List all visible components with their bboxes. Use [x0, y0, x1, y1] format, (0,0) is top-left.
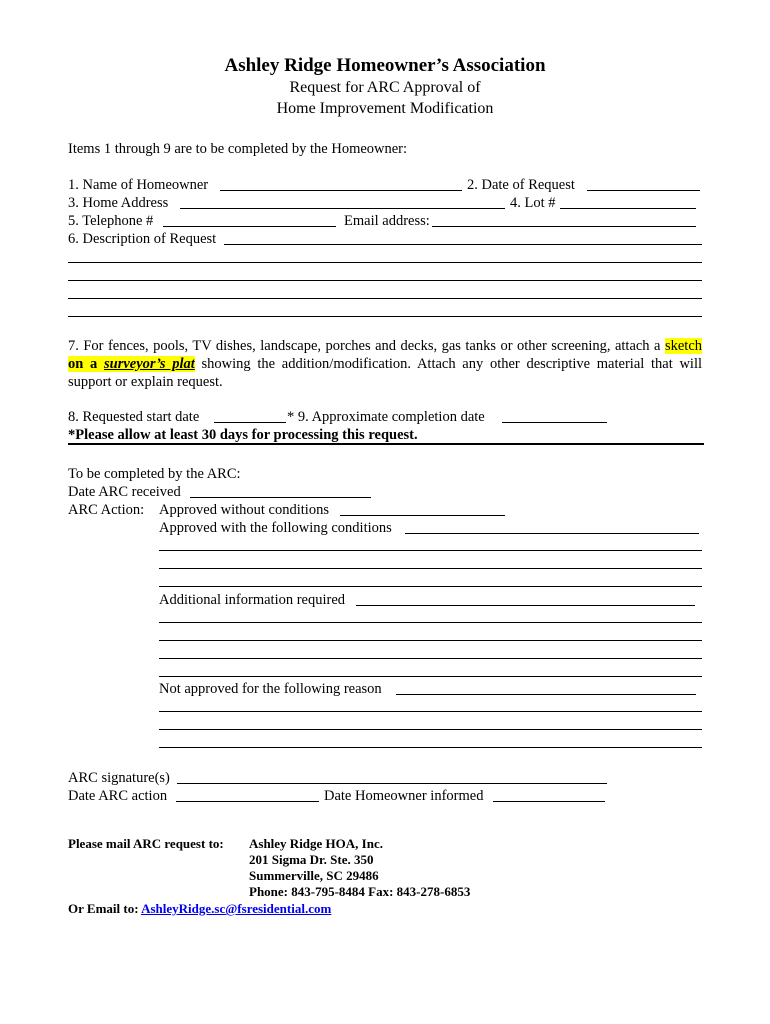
reason-line[interactable] [159, 711, 702, 712]
address-label: 3. Home Address [68, 195, 169, 211]
additional-info-label: Additional information required [159, 592, 346, 608]
signatures-label: ARC signature(s) [68, 770, 170, 786]
email-field[interactable] [432, 226, 696, 227]
approved-with-label: Approved with the following conditions [159, 520, 392, 536]
reason-line[interactable] [159, 747, 702, 748]
description-line[interactable] [68, 316, 702, 317]
address-field[interactable] [180, 208, 505, 209]
reason-line[interactable] [159, 729, 702, 730]
email-to [68, 901, 331, 917]
approved-with-field[interactable] [405, 533, 699, 534]
not-approved-field[interactable] [396, 694, 696, 695]
description-line[interactable] [68, 298, 702, 299]
additional-info-field[interactable] [356, 605, 695, 606]
conditions-line[interactable] [159, 586, 702, 587]
telephone-field[interactable] [163, 226, 336, 227]
arc-action-label: ARC Action: [68, 502, 145, 518]
sketch-word: sketch [664, 338, 703, 354]
surveyors-plat-text: surveyor’s plat [104, 356, 195, 372]
completion-date-field[interactable] [502, 422, 607, 423]
date-action-label: Date ARC action [68, 788, 168, 804]
form-title: Ashley Ridge Homeowner’s Association [224, 55, 546, 76]
additional-info-line[interactable] [159, 622, 702, 623]
mail-label: Please mail ARC request to: [68, 836, 224, 851]
telephone-label: 5. Telephone # [68, 213, 154, 229]
name-label: 1. Name of Homeowner [68, 177, 209, 193]
start-date-label: 8. Requested start date [68, 409, 200, 425]
conditions-line[interactable] [159, 568, 702, 569]
date-request-field[interactable] [587, 190, 700, 191]
additional-info-line[interactable] [159, 658, 702, 659]
arc-heading: To be completed by the ARC: [68, 466, 241, 482]
item7-rest: showing the addition/modification. Attach any other descriptive material that will support or explain request. [68, 356, 703, 390]
date-received-field[interactable] [190, 497, 371, 498]
form-subtitle-2: Home Improvement Modification [276, 100, 494, 117]
description-label: 6. Description of Request [68, 231, 217, 247]
mail-phone: Phone: 843-795-8484 Fax: 843-278-6853 [249, 884, 471, 899]
description-field[interactable] [224, 244, 702, 245]
start-date-field[interactable] [214, 422, 286, 423]
form-subtitle-1: Request for ARC Approval of [289, 79, 481, 96]
additional-info-line[interactable] [159, 640, 702, 641]
intro-text: Items 1 through 9 are to be completed by the Homeowner: [68, 141, 408, 157]
mail-street: 201 Sigma Dr. Ste. 350 [249, 852, 374, 867]
description-line[interactable] [68, 280, 702, 281]
date-received-label: Date ARC received [68, 484, 181, 500]
conditions-line[interactable] [159, 550, 702, 551]
description-line[interactable] [68, 262, 702, 263]
email-link[interactable]: AshleyRidge.sc@fsresidential.com [141, 901, 332, 916]
mail-org: Ashley Ridge HOA, Inc. [249, 836, 383, 851]
signatures-field[interactable] [177, 783, 607, 784]
approved-without-field[interactable] [340, 515, 505, 516]
email-to-label: Or Email to: [68, 901, 139, 916]
mail-city: Summerville, SC 29486 [249, 868, 379, 883]
email-label: Email address: [344, 213, 430, 229]
date-informed-label: Date Homeowner informed [324, 788, 484, 804]
section-divider [68, 443, 704, 445]
on-a-text: on a [68, 356, 98, 372]
completion-date-label: * 9. Approximate completion date [287, 409, 485, 425]
date-action-field[interactable] [176, 801, 319, 802]
date-request-label: 2. Date of Request [467, 177, 575, 193]
approved-without-label: Approved without conditions [159, 502, 329, 518]
not-approved-label: Not approved for the following reason [159, 681, 382, 697]
name-field[interactable] [220, 190, 462, 191]
item7-paragraph [68, 337, 702, 391]
lot-field[interactable] [560, 208, 696, 209]
item7-text: 7. For fences, pools, TV dishes, landscape, porches and decks, gas tanks or other screening, attach a [68, 338, 661, 354]
lot-label: 4. Lot # [510, 195, 556, 211]
processing-notice: *Please allow at least 30 days for processing this request. [68, 427, 418, 443]
additional-info-line[interactable] [159, 676, 702, 677]
date-informed-field[interactable] [493, 801, 605, 802]
